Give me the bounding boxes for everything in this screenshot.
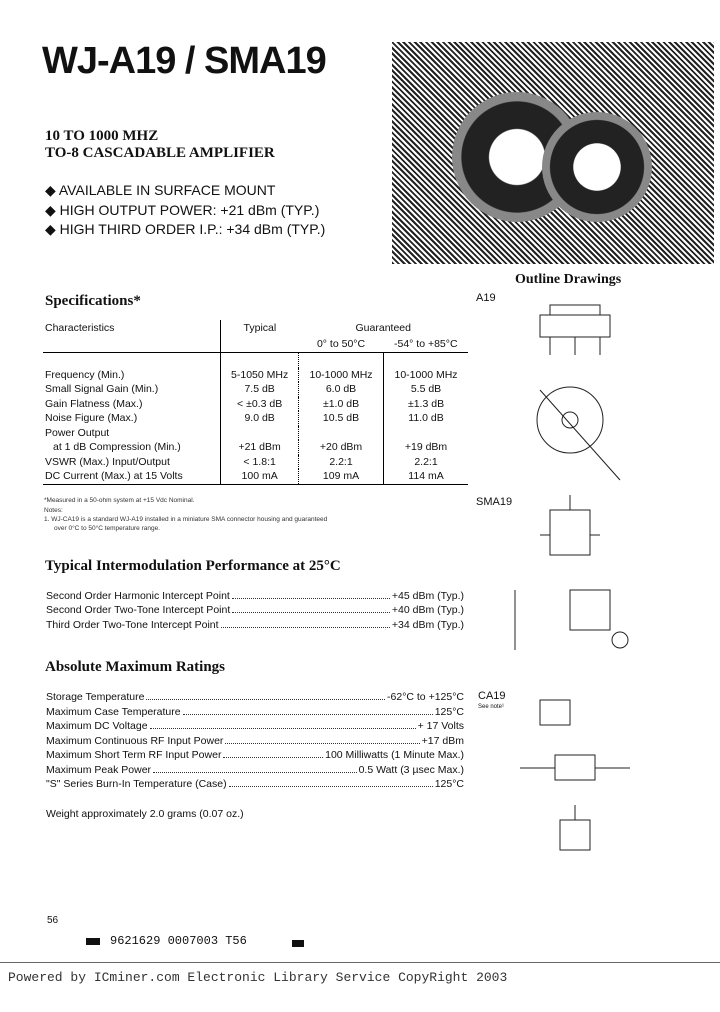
specifications-table: Characteristics Typical Guaranteed 0° to 50°C -54° to +85°C Frequency (Min.) 5-1050 MHz 10-1000 MHz 10-1000 MHz Small Signal Gain (Min.) 7.5 dB 6.0 dB 5.5 dB Gain Flatness (Max.) < ±0.3 dB ±1.0 dB ±1.3 dB Noise Figure (Max.) 9.0 dB 10.5 dB 11.0 dB Power Output at 1 dB Compression (Min.) +21 dBm +20 dBm +19 dBm VSWR (Max.) Input/Output < 1.8:1 2.2:1 2.2:1 DC Current (Max.) at 15 Volts 100 mA 109 mA 114 mA bbox=[43, 320, 468, 485]
document-title: WJ-A19 / SMA19 bbox=[42, 40, 326, 82]
barcode-mark bbox=[292, 940, 304, 947]
rating-row: Storage Temperature -62°C to +125°C bbox=[46, 691, 464, 703]
table-row: at 1 dB Compression (Min.) +21 dBm +20 dBm +19 dBm bbox=[43, 440, 468, 455]
barcode-text: 9621629 0007003 T56 bbox=[110, 934, 247, 948]
footer-text: Powered by ICminer.com Electronic Library Service CopyRight 2003 bbox=[8, 970, 508, 985]
see-note-label: See note¹ bbox=[478, 704, 505, 710]
ratings-heading: Absolute Maximum Ratings bbox=[45, 659, 226, 675]
rating-row: Maximum DC Voltage + 17 Volts bbox=[46, 720, 464, 732]
table-row: Noise Figure (Max.) 9.0 dB 10.5 dB 11.0 dB bbox=[43, 411, 468, 426]
feature-item: ◆ HIGH THIRD ORDER I.P.: +34 dBm (TYP.) bbox=[45, 221, 326, 237]
sma19-label: SMA19 bbox=[476, 496, 513, 508]
intermod-row: Third Order Two-Tone Intercept Point +34 dBm (Typ.) bbox=[46, 619, 464, 631]
subtitle-product: TO-8 CASCADABLE AMPLIFIER bbox=[45, 145, 275, 161]
rating-row: "S" Series Burn-In Temperature (Case) 125°C bbox=[46, 778, 464, 790]
table-row: Small Signal Gain (Min.) 7.5 dB 6.0 dB 5.5 dB bbox=[43, 382, 468, 397]
subtitle-frequency: 10 TO 1000 MHZ bbox=[45, 128, 159, 144]
table-row: VSWR (Max.) Input/Output < 1.8:1 2.2:1 2.2:1 bbox=[43, 455, 468, 470]
note-1-continued: over 0°C to 50°C temperature range. bbox=[54, 525, 161, 532]
outline-drawings bbox=[480, 290, 680, 870]
table-row: Gain Flatness (Max.) < ±0.3 dB ±1.0 dB ±1.3 dB bbox=[43, 397, 468, 412]
page-number: 56 bbox=[47, 915, 59, 926]
footnote: *Measured in a 50-ohm system at +15 Vdc Nominal. bbox=[44, 497, 195, 504]
barcode-mark bbox=[86, 938, 100, 945]
feature-item: ◆ AVAILABLE IN SURFACE MOUNT bbox=[45, 182, 276, 198]
intermod-row: Second Order Harmonic Intercept Point +45 dBm (Typ.) bbox=[46, 590, 464, 602]
weight-text: Weight approximately 2.0 grams (0.07 oz.) bbox=[46, 808, 244, 820]
specifications-heading: Specifications* bbox=[45, 293, 141, 309]
rating-row: Maximum Short Term RF Input Power 100 Milliwatts (1 Minute Max.) bbox=[46, 749, 464, 761]
intermod-row: Second Order Two-Tone Intercept Point +40 dBm (Typ.) bbox=[46, 604, 464, 616]
rating-row: Maximum Peak Power 0.5 Watt (3 µsec Max.) bbox=[46, 764, 464, 776]
rating-row: Maximum Case Temperature 125°C bbox=[46, 706, 464, 718]
outline-drawings-heading: Outline Drawings bbox=[515, 272, 622, 287]
notes-label: Notes: bbox=[44, 507, 63, 514]
feature-item: ◆ HIGH OUTPUT POWER: +21 dBm (TYP.) bbox=[45, 202, 320, 218]
product-photo bbox=[392, 42, 714, 264]
footer-divider bbox=[0, 962, 720, 963]
a19-label: A19 bbox=[476, 292, 496, 304]
note-1: 1. WJ-CA19 is a standard WJ-A19 installed in a miniature SMA connector housing and guaranteed bbox=[44, 516, 328, 523]
ca19-label: CA19 bbox=[478, 690, 506, 702]
table-row: Frequency (Min.) 5-1050 MHz 10-1000 MHz 10-1000 MHz bbox=[43, 368, 468, 383]
intermod-heading: Typical Intermodulation Performance at 25°C bbox=[45, 558, 341, 574]
table-row: Power Output bbox=[43, 426, 468, 441]
rating-row: Maximum Continuous RF Input Power +17 dBm bbox=[46, 735, 464, 747]
table-row: DC Current (Max.) at 15 Volts 100 mA 109 mA 114 mA bbox=[43, 469, 468, 484]
